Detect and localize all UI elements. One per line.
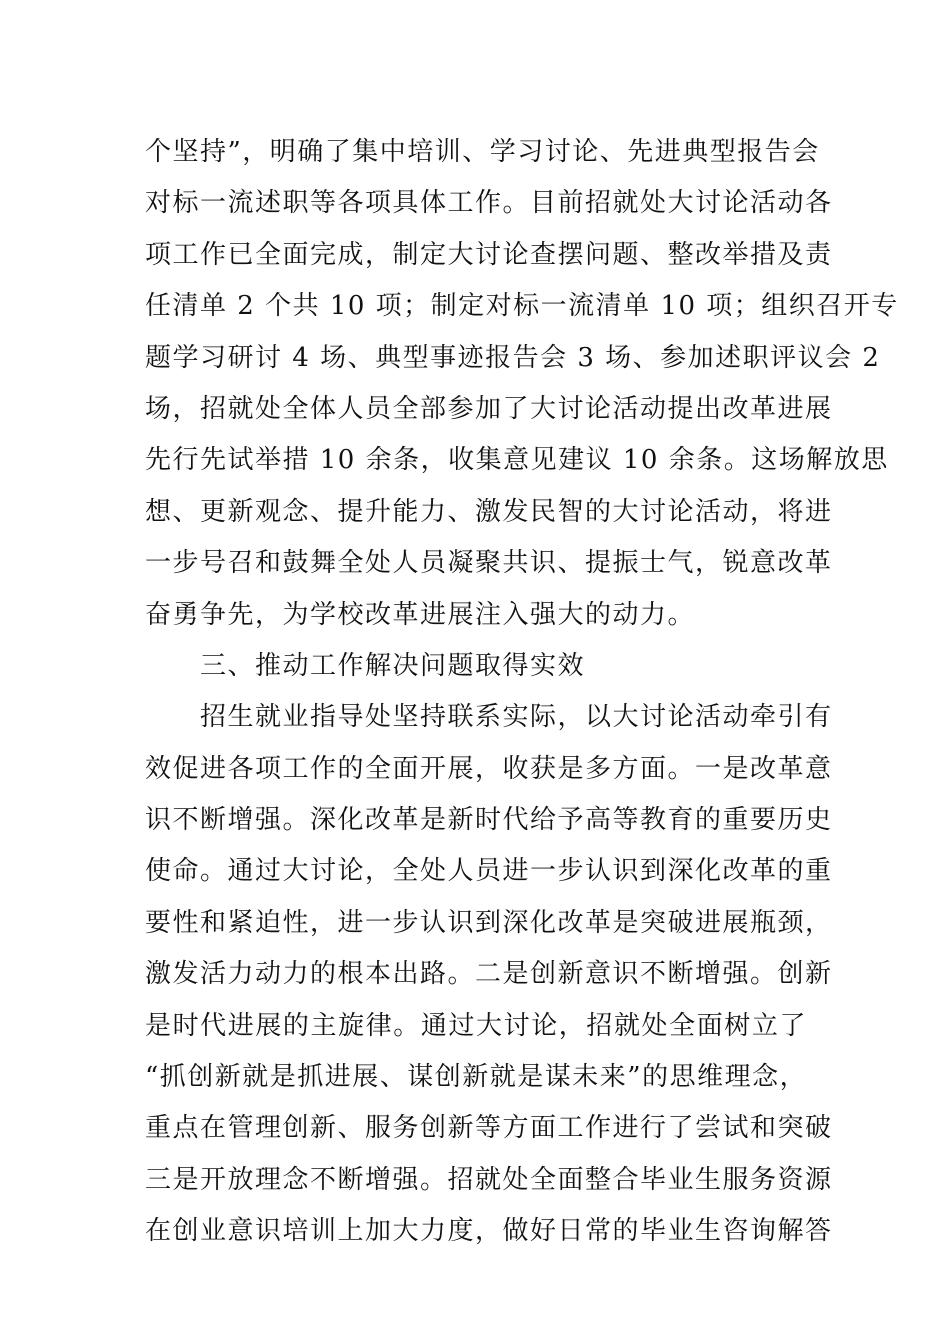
text-line-18: 是时代进展的主旋律。通过大讨论，招就处全面树立了 [145, 1010, 807, 1041]
text-line-12: 招生就业指导处坚持联系实际，以大讨论活动牵引有 [145, 702, 833, 733]
text-line-10: 奋勇争先，为学校改革进展注入强大的动力。 [145, 599, 696, 630]
text-line-13: 效促进各项工作的全面开展，收获是多方面。一是改革意 [145, 753, 833, 784]
text-line-14: 识不断增强。深化改革是新时代给予高等教育的重要历史 [145, 805, 833, 836]
text-line-21: 三是开放理念不断增强。招就处全面整合毕业生服务资源 [145, 1164, 833, 1195]
text-line-20: 重点在管理创新、服务创新等方面工作进行了尝试和突破 [145, 1113, 833, 1144]
text-line-6: 场，招就处全体人员全部参加了大讨论活动提出改革进展 [145, 393, 833, 424]
text-line-2: 对标一流述职等各项具体工作。目前招就处大讨论活动各 [145, 188, 833, 219]
text-line-15: 使命。通过大讨论，全处人员进一步认识到深化改革的重 [145, 856, 833, 887]
text-line-19: “抓创新就是抓进展、谋创新就是谋未来”的思维理念， [145, 1062, 808, 1093]
text-line-9: 一步号召和鼓舞全处人员凝聚共识、提振士气，锐意改革 [145, 548, 833, 579]
text-line-16: 要性和紧迫性，进一步认识到深化改革是突破进展瓶颈， [145, 907, 833, 938]
text-line-7: 先行先试举措 10 余条，收集意见建议 10 余条。这场解放思 [145, 445, 889, 476]
text-line-1: 个坚持”，明确了集中培训、学习讨论、先进典型报告会 [145, 137, 820, 167]
text-line-22: 在创业意识培训上加大力度，做好日常的毕业生咨询解答 [145, 1216, 833, 1247]
text-line-5: 题学习研讨 4 场、典型事迹报告会 3 场、参加述职评议会 2 [145, 342, 881, 373]
text-line-8: 想、更新观念、提升能力、激发民智的大讨论活动，将进 [145, 496, 833, 527]
body-text [145, 127, 899, 1258]
text-line-4: 任清单 2 个共 10 项；制定对标一流清单 10 项；组织召开专 [145, 291, 899, 322]
section-heading: 三、推动工作解决问题取得实效 [145, 650, 586, 681]
text-line-17: 激发活力动力的根本出路。二是创新意识不断增强。创新 [145, 959, 833, 990]
text-line-3: 项工作已全面完成，制定大讨论查摆问题、整改举措及责 [145, 239, 833, 270]
